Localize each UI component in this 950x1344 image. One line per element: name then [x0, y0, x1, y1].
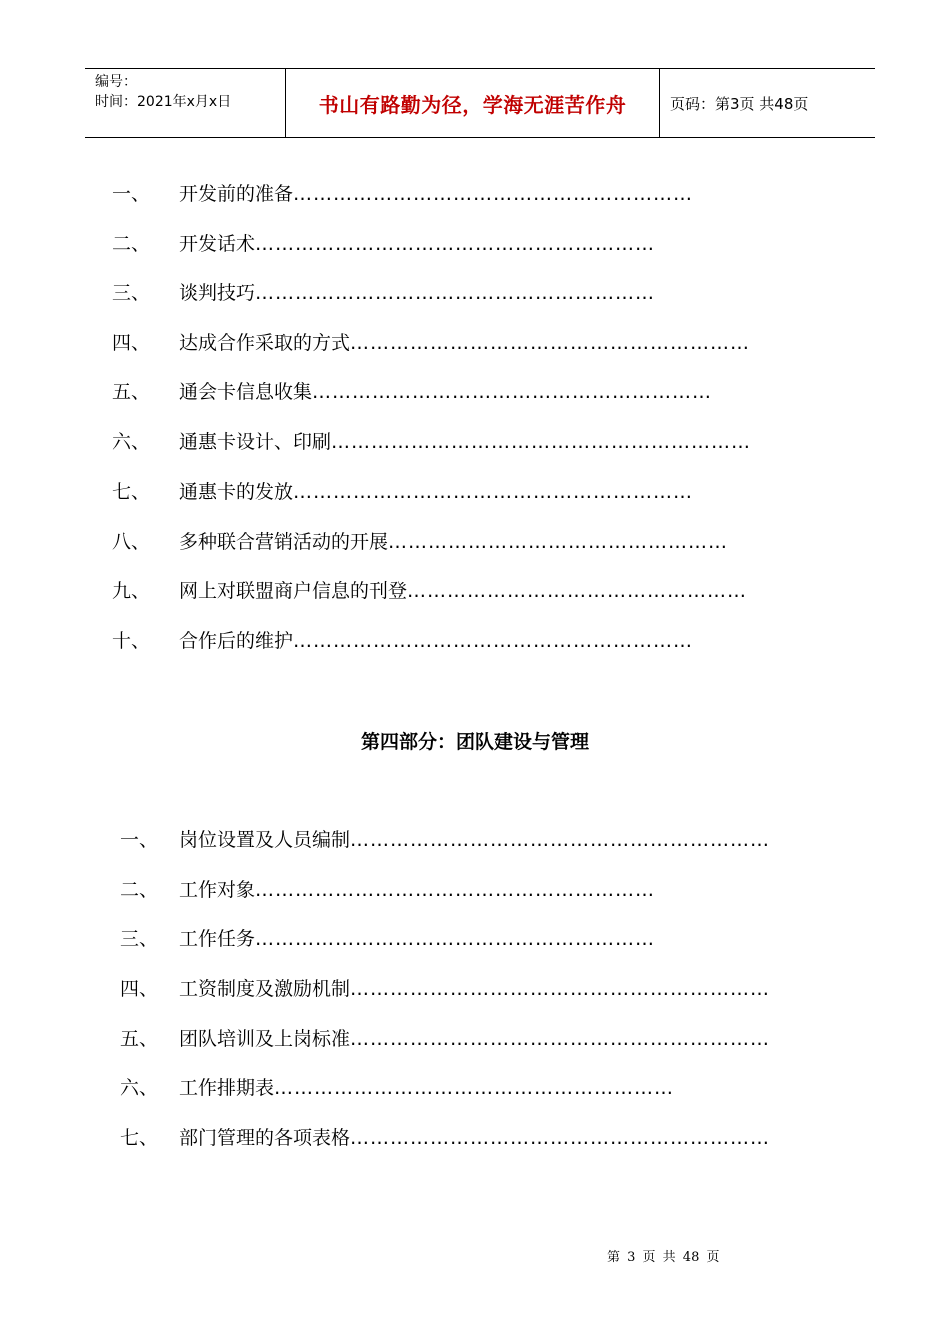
toc-item-title: 开发话术: [179, 233, 256, 255]
toc-item-leader: ……………………………………………………: [255, 282, 656, 304]
toc-item-number: 六、: [120, 1077, 159, 1099]
header-meta: [85, 69, 286, 137]
toc-item-number: 一、: [120, 829, 159, 851]
toc-item-number: 四、: [120, 978, 159, 1000]
toc-item-number: 一、: [112, 183, 151, 205]
toc-item-leader: ……………………………………………………: [274, 1077, 675, 1099]
toc-item-number: 二、: [120, 879, 159, 901]
toc-item-leader: ………………………………………………………: [350, 829, 771, 851]
toc-item-number: 二、: [112, 233, 151, 255]
toc-item-number: 六、: [112, 431, 151, 453]
toc-item-leader: ……………………………………………………: [293, 481, 694, 503]
toc-item-number: 七、: [112, 481, 151, 503]
toc-item-leader: ………………………………………………………: [350, 978, 771, 1000]
toc-item-number: 八、: [112, 531, 151, 553]
toc-item-title: 开发前的准备: [179, 183, 294, 205]
toc-item-title: 工作排期表: [179, 1077, 275, 1099]
toc-item-number: 十、: [112, 630, 151, 652]
toc-item-title: 工资制度及激励机制: [179, 978, 351, 1000]
toc-item-number: 四、: [112, 332, 151, 354]
toc-item-leader: ………………………………………………………: [350, 1028, 771, 1050]
header-motto: 书山有路勤为径，学海无涯苦作舟: [318, 92, 627, 117]
header-motto-cell: [286, 69, 660, 137]
toc-item-title: 多种联合营销活动的开展: [179, 531, 389, 553]
toc-item-leader: ……………………………………………………: [255, 928, 656, 950]
toc-item-leader: ……………………………………………………: [255, 879, 656, 901]
toc-item-title: 网上对联盟商户信息的刊登: [179, 580, 408, 602]
toc-item-title: 团队培训及上岗标准: [179, 1028, 351, 1050]
toc-item-leader: ………………………………………………………: [350, 1127, 771, 1149]
header-time: 时间：2021年x月x日: [95, 94, 232, 110]
toc-item-title: 部门管理的各项表格: [179, 1127, 351, 1149]
toc-item-title: 工作任务: [179, 928, 256, 950]
page-footer: 第 3 页 共 48 页: [607, 1250, 720, 1265]
toc-item-number: 五、: [112, 381, 151, 403]
header-number: 编号：: [95, 74, 137, 90]
toc-item-title: 工作对象: [179, 879, 256, 901]
toc-item-title: 通惠卡的发放: [179, 481, 294, 503]
toc-item-number: 九、: [112, 580, 151, 602]
toc-item-number: 五、: [120, 1028, 159, 1050]
toc-item-leader: ……………………………………………………: [255, 233, 656, 255]
section-title: 第四部分：团队建设与管理: [360, 731, 589, 753]
toc-item-title: 岗位设置及人员编制: [179, 829, 351, 851]
header-page-info: 页码：第3页 共48页: [670, 94, 809, 113]
toc-item-leader: ……………………………………………: [388, 531, 729, 553]
toc-item-title: 谈判技巧: [179, 282, 256, 304]
toc-item-number: 三、: [120, 928, 159, 950]
toc-item-leader: ……………………………………………………: [312, 381, 713, 403]
toc-item-leader: ……………………………………………: [407, 580, 748, 602]
toc-item-number: 三、: [112, 282, 151, 304]
toc-item-leader: ………………………………………………………: [331, 431, 752, 453]
toc-item-leader: ……………………………………………………: [293, 183, 694, 205]
header-page-info-cell: [660, 69, 875, 137]
toc-item-leader: ……………………………………………………: [350, 332, 751, 354]
toc-item-title: 合作后的维护: [179, 630, 294, 652]
page-header: [85, 68, 875, 138]
toc-item-title: 达成合作采取的方式: [179, 332, 351, 354]
toc-item-title: 通会卡信息收集: [179, 381, 313, 403]
toc-item-leader: ……………………………………………………: [293, 630, 694, 652]
toc-item-number: 七、: [120, 1127, 159, 1149]
toc-item-title: 通惠卡设计、印刷: [179, 431, 332, 453]
